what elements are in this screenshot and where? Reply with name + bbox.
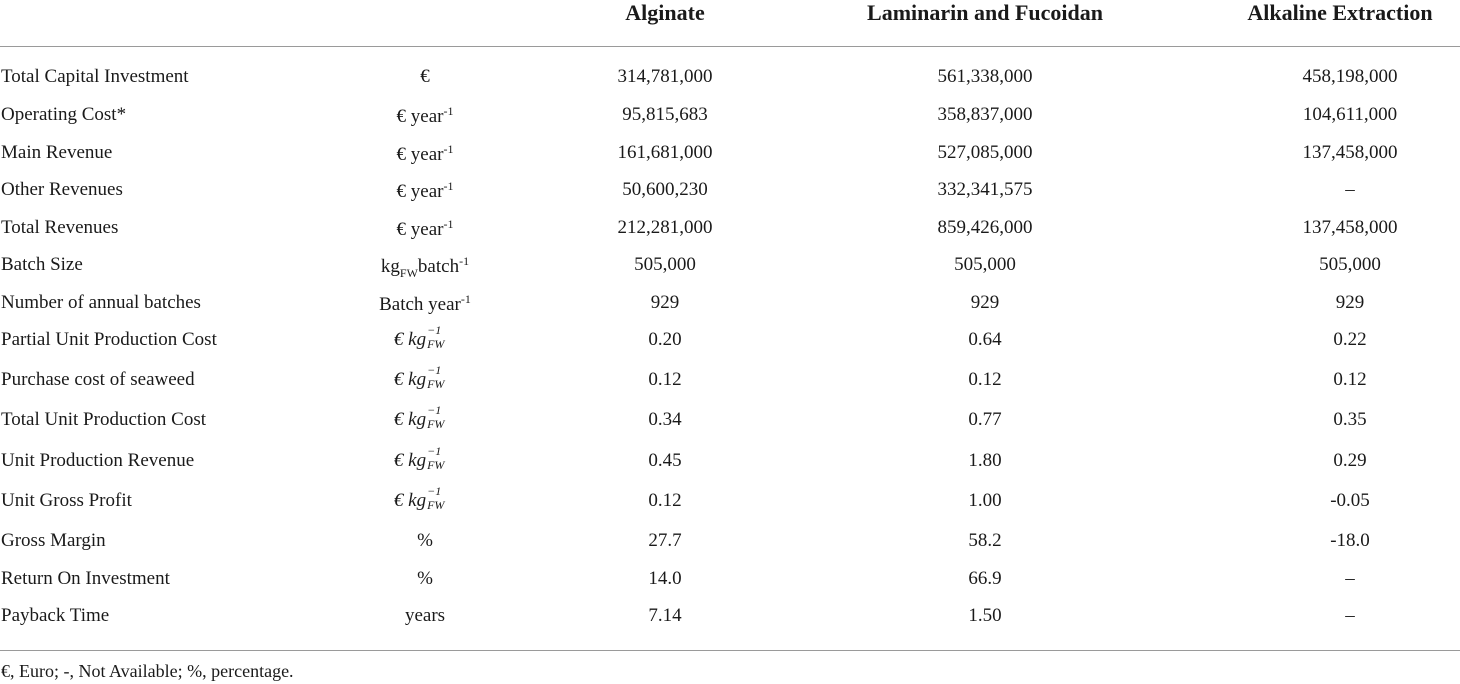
- table-row: [0, 292, 1460, 322]
- table-row: [0, 403, 1460, 439]
- laminarin-value: 66.9: [968, 568, 1002, 589]
- row-unit: € year$^{-1}$: [396, 217, 454, 240]
- row-label: Operating Cost*: [1, 104, 127, 125]
- alginate-value: 161,681,000: [617, 142, 713, 163]
- table-row: [0, 363, 1460, 399]
- row-label: Total Capital Investment: [1, 66, 189, 87]
- footer-rule: [0, 650, 1460, 651]
- row-unit: Batch year$^{-1}$: [379, 292, 471, 315]
- alginate-value: 0.12: [648, 369, 682, 390]
- alginate-value: 0.34: [648, 409, 682, 430]
- row-unit: € year$^{-1}$: [396, 179, 454, 202]
- row-unit: $kg_{FW}batch^{-1}$: [380, 254, 470, 280]
- table-row: [0, 530, 1460, 560]
- row-unit: € year$^{-1}$: [396, 104, 454, 127]
- alkaline-value: –: [1345, 568, 1355, 589]
- table-row: [0, 254, 1460, 284]
- row-unit: € kg −1 FW: [393, 403, 445, 431]
- alginate-value: 14.0: [648, 568, 682, 589]
- header-alginate: Alginate: [625, 0, 705, 25]
- alginate-value: 27.7: [648, 530, 682, 551]
- laminarin-value: 527,085,000: [937, 142, 1033, 163]
- row-unit: € kg −1 FW: [393, 484, 445, 512]
- alginate-value: 212,281,000: [617, 217, 713, 238]
- alkaline-value: 137,458,000: [1302, 217, 1398, 238]
- row-label: Return On Investment: [1, 568, 170, 589]
- laminarin-value: 0.64: [968, 329, 1002, 350]
- alkaline-value: 104,611,000: [1302, 104, 1398, 125]
- laminarin-value: 561,338,000: [937, 66, 1033, 87]
- row-label: Other Revenues: [1, 179, 123, 200]
- laminarin-value: 0.12: [968, 369, 1002, 390]
- row-unit: €: [420, 66, 430, 87]
- row-label: Gross Margin: [1, 530, 106, 551]
- row-label: Unit Gross Profit: [1, 490, 132, 511]
- alginate-value: 7.14: [648, 605, 682, 626]
- row-unit: years: [404, 605, 446, 626]
- alkaline-value: 505,000: [1319, 254, 1381, 275]
- laminarin-value: 929: [970, 292, 1000, 313]
- laminarin-value: 332,341,575: [937, 179, 1033, 200]
- laminarin-value: 1.80: [968, 450, 1002, 471]
- row-unit: € year$^{-1}$: [396, 142, 454, 165]
- alginate-value: 0.12: [648, 490, 682, 511]
- alkaline-value: 137,458,000: [1302, 142, 1398, 163]
- row-unit: € kg −1 FW: [393, 363, 445, 391]
- alginate-value: 314,781,000: [617, 66, 713, 87]
- row-label: Batch Size: [1, 254, 83, 275]
- laminarin-value: 0.77: [968, 409, 1002, 430]
- row-label: Total Unit Production Cost: [1, 409, 207, 430]
- alkaline-value: -18.0: [1330, 530, 1370, 551]
- table-row: [0, 179, 1460, 209]
- row-unit: € kg −1 FW: [393, 323, 445, 351]
- header-laminarin-fucoidan: Laminarin and Fucoidan: [867, 0, 1103, 25]
- alkaline-value: –: [1345, 179, 1355, 200]
- alkaline-value: 0.35: [1333, 409, 1367, 430]
- alkaline-value: 0.12: [1333, 369, 1367, 390]
- laminarin-value: 1.00: [968, 490, 1002, 511]
- alginate-value: 95,815,683: [622, 104, 708, 125]
- header-rule: [0, 46, 1460, 47]
- laminarin-value: 1.50: [968, 605, 1002, 626]
- alginate-value: 0.45: [648, 450, 682, 471]
- row-unit: € kg −1 FW: [393, 444, 445, 472]
- laminarin-value: 358,837,000: [937, 104, 1033, 125]
- alginate-value: 505,000: [634, 254, 696, 275]
- alkaline-value: 0.22: [1333, 329, 1367, 350]
- table-row: [0, 142, 1460, 172]
- alkaline-value: 0.29: [1333, 450, 1367, 471]
- row-label: Purchase cost of seaweed: [1, 369, 195, 390]
- alkaline-value: -0.05: [1330, 490, 1370, 511]
- alkaline-value: 929: [1335, 292, 1365, 313]
- table-row: [0, 605, 1460, 635]
- row-label: Main Revenue: [1, 142, 113, 163]
- table-row: [0, 323, 1460, 359]
- alginate-value: 0.20: [648, 329, 682, 350]
- header-alkaline-extraction: Alkaline Extraction: [1247, 0, 1433, 25]
- table-row: [0, 484, 1460, 520]
- laminarin-value: 505,000: [954, 254, 1016, 275]
- table-row: [0, 217, 1460, 247]
- table-row: [0, 444, 1460, 480]
- laminarin-value: 58.2: [968, 530, 1002, 551]
- table-row: [0, 104, 1460, 134]
- row-label: Payback Time: [1, 605, 110, 626]
- alkaline-value: –: [1345, 605, 1355, 626]
- table-row: [0, 568, 1460, 598]
- alginate-value: 929: [650, 292, 680, 313]
- row-label: Unit Production Revenue: [1, 450, 195, 471]
- row-label: Number of annual batches: [1, 292, 201, 313]
- row-unit: %: [417, 530, 433, 551]
- table-row: [0, 66, 1460, 96]
- row-label: Partial Unit Production Cost: [1, 329, 217, 350]
- alginate-value: 50,600,230: [622, 179, 708, 200]
- row-unit: %: [417, 568, 433, 589]
- laminarin-value: 859,426,000: [937, 217, 1033, 238]
- table-footnote: €, Euro; -, Not Available; %, percentage.: [1, 661, 294, 681]
- alkaline-value: 458,198,000: [1302, 66, 1398, 87]
- row-label: Total Revenues: [1, 217, 119, 238]
